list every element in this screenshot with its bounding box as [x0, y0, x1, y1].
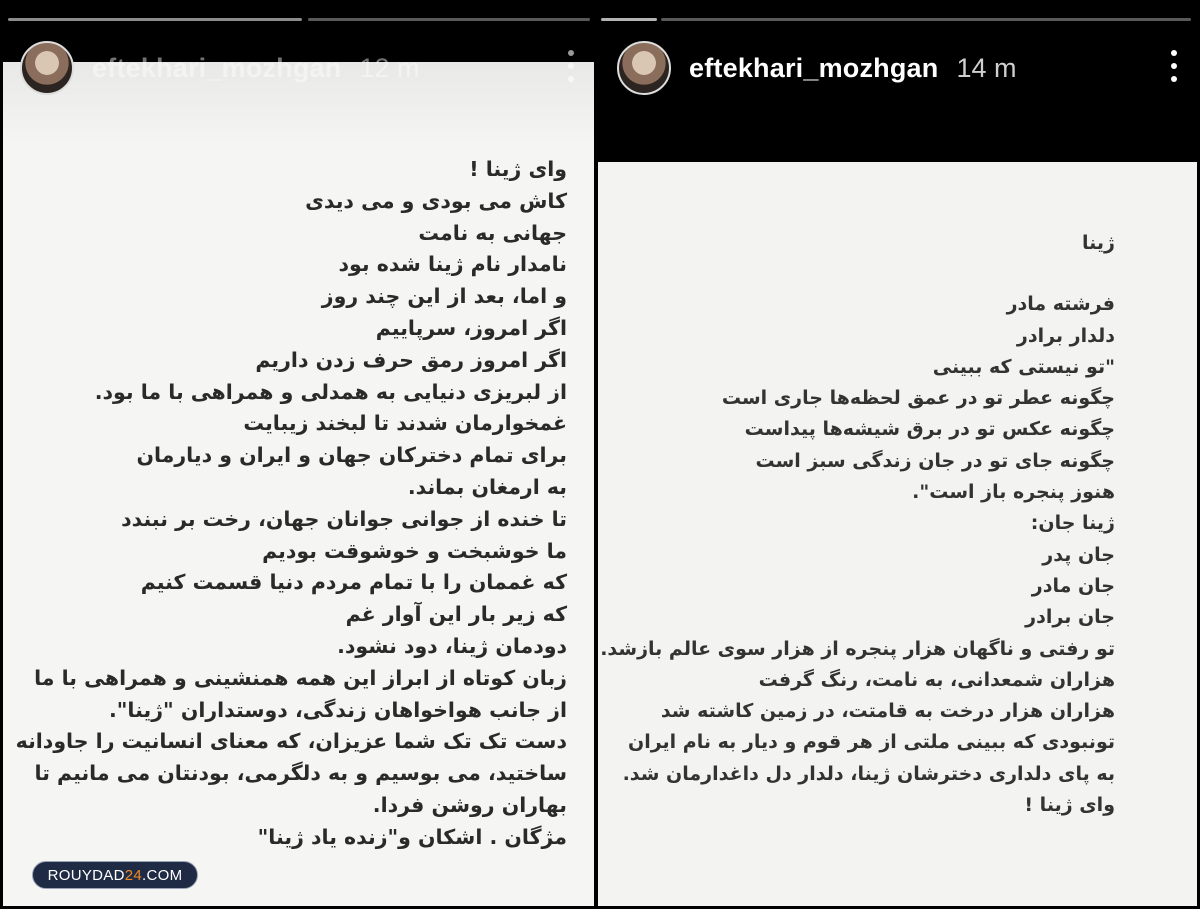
- poem-line: وای ژینا !: [469, 157, 567, 181]
- poem-line: تا خنده از جوانی جوانان جهان، رخت بر نبندد: [121, 506, 567, 531]
- poem-line: دست تک تک شما عزیزان، كه معنای انسانیت را جاودانه: [15, 729, 567, 754]
- story-header: [597, 36, 1200, 100]
- watermark-accent: 24: [124, 866, 143, 884]
- story-progress-bar: [661, 18, 1191, 21]
- poem-line: به ارمغان بماند.: [407, 474, 567, 499]
- poem-line: هنوز پنجره باز است".: [912, 481, 1115, 504]
- poem-line: تونبودی كه ببینی ملتی از هر قوم و دیار به نام ایران: [627, 731, 1115, 754]
- poem-line: تو رفتی و ناگهان هزار پنجره از هزار سوی عالم بازشد.: [600, 637, 1115, 660]
- poem-text: [7, 154, 567, 854]
- poem-line: و اما، بعد از این چند روز: [321, 284, 567, 309]
- poem-line: برای تمام دختركان جهان و ایران و دیارمان: [136, 443, 567, 468]
- poem-line: كه زیر بار این آوار غم: [345, 602, 567, 627]
- story-progress-bar: [308, 18, 590, 21]
- username[interactable]: eftekhari_mozhgan: [92, 52, 342, 83]
- poem-text: [600, 228, 1115, 821]
- poem-line: جان برادر: [1025, 606, 1115, 629]
- poem-line: ساختید، می بوسیم و به دلگرمی، بودنتان می مانیم تا: [34, 761, 567, 786]
- avatar[interactable]: [617, 41, 671, 95]
- more-options-icon[interactable]: [1168, 50, 1180, 82]
- poem-line: ژینا جان:: [1030, 512, 1115, 535]
- poem-line: اگر امروز، سرپاییم: [375, 315, 567, 340]
- story-header: [0, 36, 597, 100]
- timestamp: 12 m: [359, 52, 420, 83]
- poem-line: فرشته مادر: [1006, 293, 1115, 316]
- poem-line: زبان كوتاه از ابراز این همه همنشینی و همراهی با ما: [34, 665, 567, 690]
- site-watermark: [32, 861, 198, 889]
- story-progress-bar: [601, 18, 657, 21]
- poem-line: جان پدر: [1042, 543, 1115, 566]
- poem-line: هزاران هزار درخت به قامتت، در زمین كاشته شد: [660, 700, 1115, 723]
- poem-line: بهاران روشن فردا.: [372, 792, 567, 817]
- poem-line: نامدار نام ژینا شده بود: [338, 252, 567, 277]
- story-panel-right: [597, 0, 1200, 909]
- poem-line: وای ژینا !: [1024, 794, 1115, 817]
- poem-line: چگونه عكس تو در برق شیشه‌ها پیداست: [744, 418, 1115, 441]
- poem-line: از لبریزی دنیایی به همدلی و همراهی با ما بود.: [94, 379, 567, 404]
- poem-line: دلدار برادر: [1016, 324, 1115, 347]
- timestamp: 14 m: [956, 52, 1017, 83]
- poem-title: ژینا: [1082, 232, 1115, 254]
- poem-line: چگونه جای تو در جان زندگی سبز است: [755, 449, 1115, 472]
- poem-line: از جانب هواخواهان زندگی، دوستداران "ژینا".: [108, 697, 567, 722]
- watermark-prefix: ROUYDAD: [47, 866, 125, 884]
- poem-line: كه غممان را با تمام مردم دنیا قسمت كنیم: [140, 570, 567, 595]
- panel-divider: [594, 0, 598, 909]
- poem-line: ما خوشبخت و خوشوقت بودیم: [262, 538, 567, 563]
- watermark-suffix: .COM: [142, 866, 183, 884]
- poem-line: چگونه عطر تو در عمق لحظه‌ها جاری است: [721, 387, 1115, 410]
- poem-line: "تو نیستی كه ببینی: [932, 355, 1115, 378]
- story-panel-left: [0, 0, 597, 909]
- more-options-icon[interactable]: [565, 50, 577, 82]
- username[interactable]: eftekhari_mozhgan: [689, 52, 939, 83]
- story-progress-bar: [8, 18, 302, 21]
- poem-line: جان مادر: [1031, 574, 1115, 597]
- poem-line: غمخوارمان شدند تا لبخند زیبایت: [243, 411, 567, 436]
- poem-line: هزاران شمعدانی، به نامت، رنگ گرفت: [758, 668, 1115, 691]
- poem-line: مژگان . اشكان و"زنده یاد ژینا": [257, 824, 567, 849]
- avatar[interactable]: [20, 41, 74, 95]
- poem-line: دودمان ژینا، دود نشود.: [337, 633, 567, 658]
- poem-line: کاش می بودی و می دیدی: [305, 188, 567, 213]
- poem-line: جهانی به نامت: [418, 220, 567, 245]
- poem-line: اگر امروز رمق حرف زدن داریم: [255, 347, 567, 372]
- poem-line: به پای دلداری دخترشان ژینا، دلدار دل داغدارمان شد.: [622, 762, 1115, 785]
